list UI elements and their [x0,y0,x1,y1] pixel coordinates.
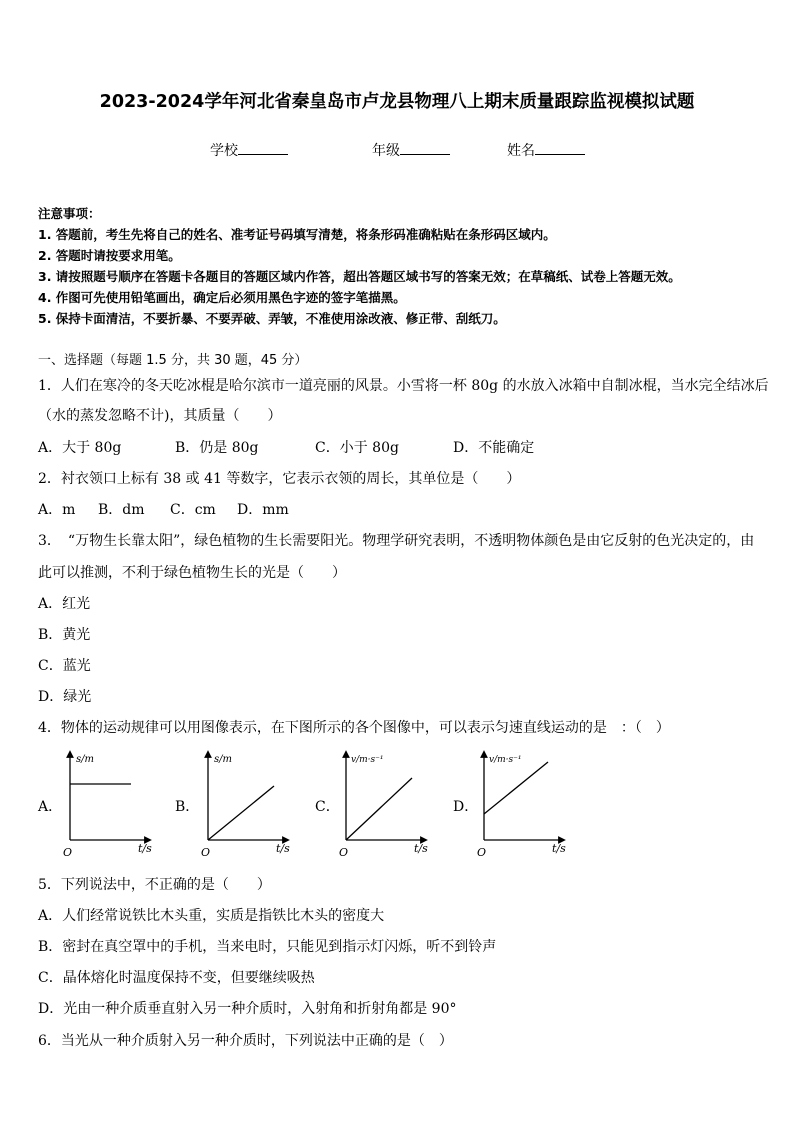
note-item: 1. 答题前，考生先将自己的姓名、准考证号码填写清楚，将条形码准确粘贴在条形码区域内。 [38,227,556,242]
graph-a [58,748,158,860]
graph-d [472,748,572,860]
graph-b-origin: O [201,846,211,859]
q1-option-d: D．不能确定 [453,440,535,456]
graph-d-xlabel: t/s [552,842,566,855]
q5-option-d: D．光由一种介质垂直射入另一种介质时，入射角和折射角都是 90° [38,1001,457,1017]
q1-option-c: C．小于 80g [315,440,399,456]
graph-d-origin: O [477,846,487,859]
school-field [210,140,288,160]
q5-option-c: C．晶体熔化时温度保持不变，但要继续吸热 [38,970,315,986]
q2-option-a: A．m [38,502,76,518]
question-1-line-1: 1．人们在寒冷的冬天吃冰棍是哈尔滨市一道亮丽的风景。小雪将一杯 80g 的水放入冰箱中自制冰棍，当水完全结冰后 [38,378,769,394]
graph-d-ylabel: v/m·s⁻¹ [489,755,522,765]
name-blank [535,141,585,155]
graph-c-xlabel: t/s [414,842,428,855]
page-title: 2023-2024学年河北省秦皇岛市卢龙县物理八上期末质量跟踪监视模拟试题 [99,92,695,112]
graph-b-ylabel: s/m [214,754,232,765]
q4-option-c-label: C． [315,799,340,815]
question-4-line-1: 4．物体的运动规律可以用图像表示，在下图所示的各个图像中，可以表示匀速直线运动的是 ：（ ） [38,720,670,736]
q2-option-c: C．cm [170,502,216,518]
q3-option-b: B．黄光 [38,627,91,643]
notes-heading: 注意事项： [38,206,101,221]
note-item: 2. 答题时请按要求用笔。 [38,248,181,263]
q1-option-b: B．仍是 80g [175,440,259,456]
graph-a-xlabel: t/s [138,842,152,855]
q4-option-b-label: B． [175,799,200,815]
question-3-line-1: 3． “万物生长靠太阳”，绿色植物的生长需要阳光。物理学研究表明，不透明物体颜色是由它反射的色光决定的，由 [38,533,755,549]
q3-option-c: C．蓝光 [38,658,91,674]
question-5-line-1: 5．下列说法中，不正确的是（ ） [38,877,271,893]
graph-c-ylabel: v/m·s⁻¹ [351,755,384,765]
graph-b-xlabel: t/s [276,842,290,855]
note-item: 5. 保持卡面清洁，不要折暴、不要弄破、弄皱，不准使用涂改液、修正带、刮纸刀。 [38,311,506,326]
question-2-line-1: 2．衬衣领口上标有 38 或 41 等数字，它表示衣领的周长，其单位是（ ） [38,471,521,487]
section-title: 一、选择题（每题 1.5 分，共 30 题，45 分） [38,353,308,368]
q1-option-a: A．大于 80g [38,440,122,456]
q5-option-b: B．密封在真空罩中的手机，当来电时，只能见到指示灯闪烁，听不到铃声 [38,939,497,955]
q3-option-d: D．绿光 [38,689,92,705]
q4-option-a-label: A． [38,799,63,815]
q5-option-a: A．人们经常说铁比木头重，实质是指铁比木头的密度大 [38,908,385,924]
graph-a-ylabel: s/m [76,754,94,765]
graph-c-origin: O [339,846,349,859]
graph-c-line [346,778,412,840]
graph-a-origin: O [63,846,73,859]
graph-d-line [484,762,548,814]
q3-option-a: A．红光 [38,596,91,612]
name-field [507,140,585,160]
school-blank [238,141,288,155]
graph-b-line [208,786,274,840]
grade-blank [400,141,450,155]
question-6-line-1: 6．当光从一种介质射入另一种介质时，下列说法中正确的是（ ） [38,1033,453,1049]
note-item: 3. 请按照题号顺序在答题卡各题目的答题区域内作答，超出答题区域书写的答案无效；在草稿纸、试卷上答题无效。 [38,269,681,284]
school-label: 学校 [210,143,238,159]
question-1-line-2: （水的蒸发忽略不计)，其质量（ ） [38,408,282,424]
name-label: 姓名 [507,143,535,159]
q2-option-b: B．dm [98,502,145,518]
grade-field [372,140,450,160]
q2-option-d: D．mm [237,502,289,518]
grade-label: 年级 [372,143,400,159]
note-item: 4. 作图可先使用铅笔画出，确定后必须用黑色字迹的签字笔描黑。 [38,290,406,305]
q4-option-d-label: D． [453,799,479,815]
graph-c [334,748,434,860]
question-3-line-2: 此可以推测，不利于绿色植物生长的光是（ ） [38,565,346,581]
graph-b [196,748,296,860]
